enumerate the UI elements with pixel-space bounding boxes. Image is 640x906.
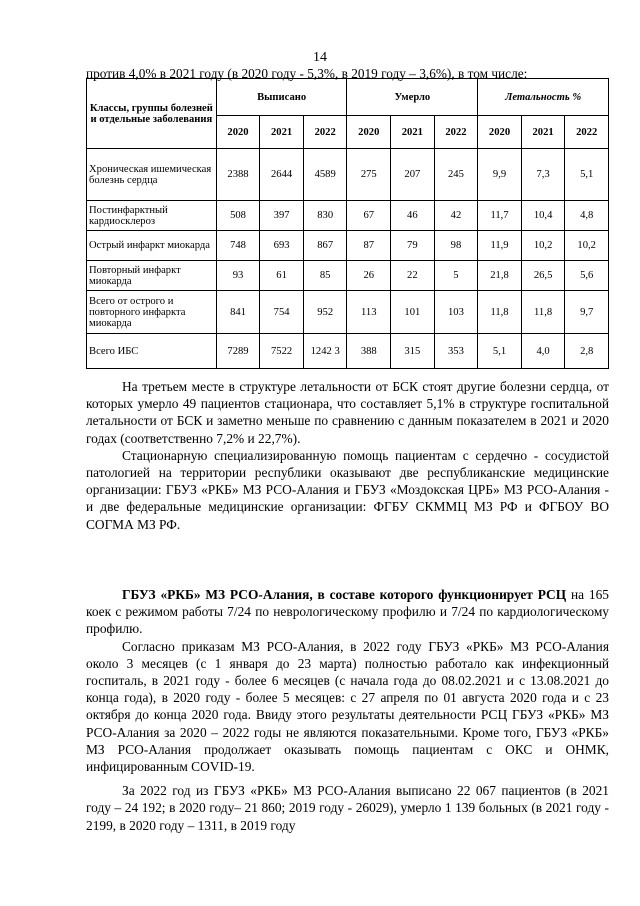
value-cell: 10,2: [565, 231, 609, 261]
paragraph: За 2022 год из ГБУЗ «РКБ» МЗ РСО-Алания выписано 22 067 пациентов (в 2021 году – 24 192; в 2020 году– 21 860; 2019 году - 26029), умерло 1 139 больных (в 2021 году - 2199, в 2020 году – 1311, в 2019 году: [86, 783, 609, 833]
value-cell: 98: [434, 231, 478, 261]
value-cell: 93: [216, 261, 260, 291]
value-cell: 830: [303, 201, 347, 231]
paragraph: Согласно приказам МЗ РСО-Алания, в 2022 году ГБУЗ «РКБ» МЗ РСО-Алания около 3 месяцев (с 1 января до 23 марта) полностью работало как инфекционный госпиталь, в 2021 году - более 6 месяцев (с начала года до 08.02.2021 и с 13.08.2021 до конца года), в 2020 году - более 5 месяцев: с 27 апреля по 01 августа 2020 года и с 23 октября до конца 2020 года. Ввиду этого результаты деятельности РСЦ ГБУЗ «РКБ» МЗ РСО-Алания за 2020 – 2022 годы не являются показательными. Кроме того, ГБУЗ «РКБ» МЗ РСО-Алания продолжает оказывать помощь пациентам с ОКС и ОНМК, инфицированным COVID-19.: [86, 638, 609, 775]
row-label: Постинфарктный кардиосклероз: [87, 201, 217, 231]
header-died: Умерло: [347, 79, 478, 116]
row-label: Всего от острого и повторного инфаркта миокарда: [87, 291, 217, 334]
value-cell: 7522: [260, 334, 304, 369]
value-cell: 11,9: [478, 231, 522, 261]
table-row: [87, 291, 609, 334]
value-cell: 5,1: [565, 149, 609, 201]
value-cell: 867: [303, 231, 347, 261]
paragraph: Стационарную специализированную помощь пациентам с сердечно - сосудистой патологией на территории республики оказывают две республиканские медицинские организации: ГБУЗ «РКБ» МЗ РСО-Алания и ГБУЗ «Моздокская ЦРБ» МЗ РСО-Алания - и две федеральные медицинские организации: ФГБУ СКММЦ МЗ РФ и ФГБОУ ВО СОГМА МЗ РФ.: [86, 447, 609, 532]
value-cell: 113: [347, 291, 391, 334]
year-cell: 2020: [216, 116, 260, 149]
value-cell: 103: [434, 291, 478, 334]
value-cell: 101: [391, 291, 435, 334]
table-row: [87, 231, 609, 261]
value-cell: 4589: [303, 149, 347, 201]
table-header-row: [87, 79, 609, 116]
value-cell: 67: [347, 201, 391, 231]
value-cell: 245: [434, 149, 478, 201]
section-heading-rest: на 165 коек с режимом работы 7/24 по неврологическому профилю и 7/24 по кардиологическому профилю.: [86, 587, 609, 637]
value-cell: 10,2: [521, 231, 565, 261]
year-cell: 2022: [565, 116, 609, 149]
value-cell: 11,8: [478, 291, 522, 334]
value-cell: 388: [347, 334, 391, 369]
body-paragraphs: [86, 378, 609, 533]
value-cell: 85: [303, 261, 347, 291]
table-row: [87, 201, 609, 231]
value-cell: 5: [434, 261, 478, 291]
value-cell: 26: [347, 261, 391, 291]
value-cell: 11,7: [478, 201, 522, 231]
table-row: [87, 334, 609, 369]
value-cell: 2,8: [565, 334, 609, 369]
rkb-section: [86, 586, 609, 834]
header-discharged: Выписано: [216, 79, 347, 116]
mortality-table: [86, 78, 609, 369]
row-label: Острый инфаркт миокарда: [87, 231, 217, 261]
value-cell: 275: [347, 149, 391, 201]
row-label: Повторный инфаркт миокарда: [87, 261, 217, 291]
value-cell: 61: [260, 261, 304, 291]
intro-line: против 4,0% в 2021 году (в 2020 году - 5,3%, в 2019 году – 3,6%), в том числе:: [86, 66, 528, 81]
row-label: Всего ИБС: [87, 334, 217, 369]
value-cell: 22: [391, 261, 435, 291]
value-cell: 207: [391, 149, 435, 201]
table-row: [87, 261, 609, 291]
value-cell: 11,8: [521, 291, 565, 334]
year-cell: 2021: [260, 116, 304, 149]
value-cell: 2644: [260, 149, 304, 201]
value-cell: 42: [434, 201, 478, 231]
value-cell: 397: [260, 201, 304, 231]
value-cell: 9,9: [478, 149, 522, 201]
year-cell: 2020: [478, 116, 522, 149]
row-label: Хроническая ишемическая болезнь сердца: [87, 149, 217, 201]
year-cell: 2022: [434, 116, 478, 149]
header-lethality: Летальность %: [478, 79, 609, 116]
value-cell: 26,5: [521, 261, 565, 291]
value-cell: 7289: [216, 334, 260, 369]
value-cell: 754: [260, 291, 304, 334]
value-cell: 508: [216, 201, 260, 231]
value-cell: 10,4: [521, 201, 565, 231]
table-row: [87, 149, 609, 201]
section-heading-paragraph: [86, 586, 609, 638]
value-cell: 841: [216, 291, 260, 334]
value-cell: 21,8: [478, 261, 522, 291]
value-cell: 79: [391, 231, 435, 261]
section-heading: ГБУЗ «РКБ» МЗ РСО-Алания, в составе которого функционирует РСЦ: [122, 587, 567, 602]
value-cell: 4,0: [521, 334, 565, 369]
value-cell: 2388: [216, 149, 260, 201]
value-cell: 1242 3: [303, 334, 347, 369]
value-cell: 9,7: [565, 291, 609, 334]
value-cell: 4,8: [565, 201, 609, 231]
year-cell: 2021: [521, 116, 565, 149]
value-cell: 353: [434, 334, 478, 369]
value-cell: 87: [347, 231, 391, 261]
year-cell: 2021: [391, 116, 435, 149]
value-cell: 748: [216, 231, 260, 261]
value-cell: 7,3: [521, 149, 565, 201]
value-cell: 5,1: [478, 334, 522, 369]
value-cell: 46: [391, 201, 435, 231]
value-cell: 5,6: [565, 261, 609, 291]
value-cell: 952: [303, 291, 347, 334]
page-number: 14: [313, 50, 327, 65]
paragraph: На третьем месте в структуре летальности от БСК стоят другие болезни сердца, от которых умерло 49 пациентов стационара, что составляет 5,1% в структуре госпитальной летальности от БСК и заметно меньше по сравнению с данным показателем в 2021 и 2020 годах (соответственно 7,2% и 22,7%).: [86, 379, 609, 446]
header-class: Классы, группы болезней и отдельные заболевания: [87, 79, 217, 149]
value-cell: 693: [260, 231, 304, 261]
year-cell: 2020: [347, 116, 391, 149]
year-cell: 2022: [303, 116, 347, 149]
value-cell: 315: [391, 334, 435, 369]
